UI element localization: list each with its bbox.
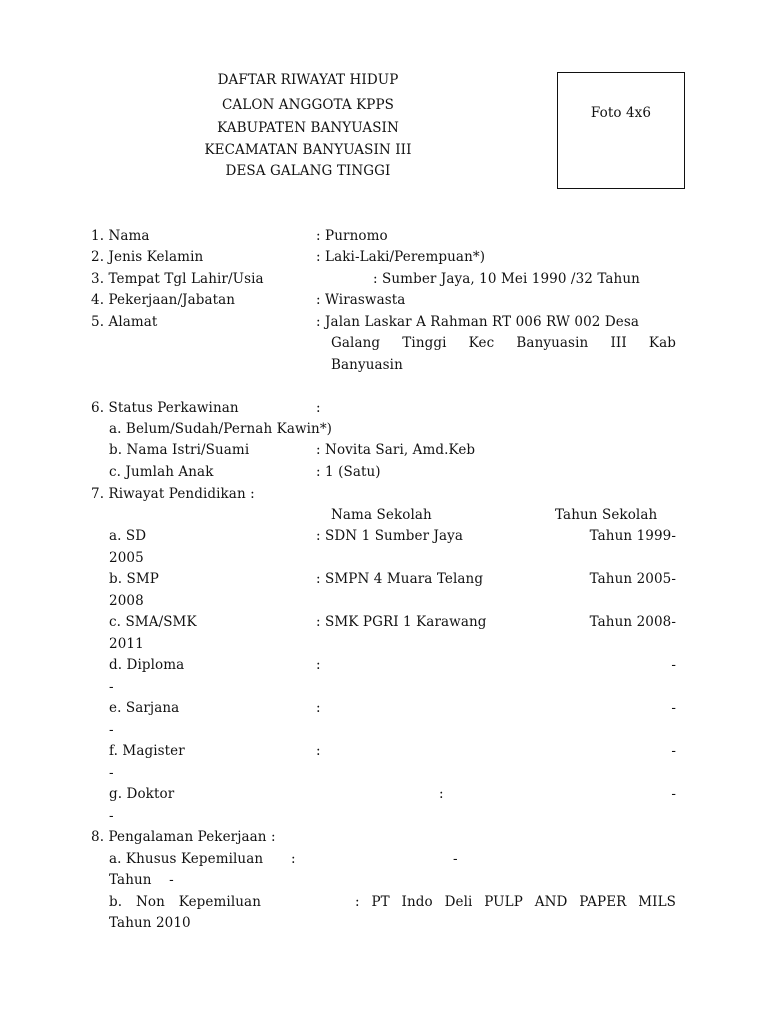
edu-year-wrap: 2011: [109, 636, 144, 652]
edu-level: f. Magister: [109, 743, 185, 759]
edu-school: :: [439, 786, 444, 802]
khusus-colon: :: [291, 851, 296, 867]
children-value: : 1 (Satu): [316, 464, 381, 480]
edu-year: -: [671, 700, 676, 716]
edu-year: Tahun 2008-: [589, 614, 676, 630]
edu-year: Tahun 1999-: [589, 528, 676, 544]
spouse-label: b. Nama Istri/Suami: [109, 442, 250, 458]
edu-level: e. Sarjana: [109, 700, 180, 716]
status-colon: :: [316, 400, 321, 416]
nama-value: : Purnomo: [316, 228, 388, 244]
alamat-line-1: : Jalan Laskar A Rahman RT 006 RW 002 Desa: [316, 314, 640, 330]
edu-year: Tahun 2005-: [589, 571, 676, 587]
title-line-2: CALON ANGGOTA KPPS: [221, 97, 395, 113]
nama-label: 1. Nama: [91, 228, 150, 244]
alamat-label: 5. Alamat: [91, 314, 158, 330]
edu-year: -: [671, 743, 676, 759]
col-school-header: Nama Sekolah: [331, 507, 432, 523]
photo-box: [557, 72, 685, 189]
non-kepemiluan-wrap: Tahun 2010: [109, 915, 191, 931]
title-line-3: KABUPATEN BANYUASIN: [217, 120, 399, 136]
edu-level: g. Doktor: [109, 786, 175, 802]
alamat-line-3: Banyuasin: [331, 357, 403, 373]
edu-year-wrap: -: [109, 765, 114, 781]
children-label: c. Jumlah Anak: [109, 464, 214, 480]
non-kepemiluan-label: b. Non Kepemiluan: [109, 894, 261, 910]
edu-school: :: [316, 743, 321, 759]
pendidikan-label: 7. Riwayat Pendidikan :: [91, 486, 255, 502]
alamat-line-2: Galang Tinggi Kec Banyuasin III Kab: [331, 335, 676, 351]
khusus-wrap: Tahun -: [109, 872, 174, 888]
edu-level: c. SMA/SMK: [109, 614, 197, 630]
pengalaman-label: 8. Pengalaman Pekerjaan :: [91, 829, 276, 845]
non-kepemiluan-value: : PT Indo Deli PULP AND PAPER MILS: [355, 894, 676, 910]
spouse-value: : Novita Sari, Amd.Keb: [316, 442, 476, 458]
edu-school: :: [316, 700, 321, 716]
edu-year-wrap: -: [109, 679, 114, 695]
edu-school: : SDN 1 Sumber Jaya: [316, 528, 464, 544]
ttl-label: 3. Tempat Tgl Lahir/Usia: [91, 271, 264, 287]
edu-level: b. SMP: [109, 571, 159, 587]
edu-level: d. Diploma: [109, 657, 185, 673]
edu-school: : SMPN 4 Muara Telang: [316, 571, 484, 587]
pekerjaan-label: 4. Pekerjaan/Jabatan: [91, 292, 236, 308]
pekerjaan-value: : Wiraswasta: [316, 292, 406, 308]
title-line-1: DAFTAR RIWAYAT HIDUP: [217, 72, 399, 88]
jenis-kelamin-label: 2. Jenis Kelamin: [91, 249, 204, 265]
status-label: 6. Status Perkawinan: [91, 400, 239, 416]
edu-level: a. SD: [109, 528, 147, 544]
edu-school: :: [316, 657, 321, 673]
title-line-4: KECAMATAN BANYUASIN III: [204, 142, 412, 158]
edu-year-wrap: -: [109, 722, 114, 738]
status-option-a: a. Belum/Sudah/Pernah Kawin*): [109, 421, 333, 437]
photo-label: Foto 4x6: [590, 105, 652, 121]
khusus-dash: -: [453, 851, 458, 867]
col-year-header: Tahun Sekolah: [555, 507, 658, 523]
ttl-value: : Sumber Jaya, 10 Mei 1990 /32 Tahun: [373, 271, 640, 287]
edu-year-wrap: 2008: [109, 593, 144, 609]
jenis-kelamin-value: : Laki-Laki/Perempuan*): [316, 249, 486, 265]
edu-year: -: [671, 657, 676, 673]
edu-year-wrap: 2005: [109, 550, 144, 566]
khusus-label: a. Khusus Kepemiluan: [109, 851, 264, 867]
edu-school: : SMK PGRI 1 Karawang: [316, 614, 487, 630]
edu-year-wrap: -: [109, 808, 114, 824]
title-line-5: DESA GALANG TINGGI: [225, 163, 391, 179]
edu-year: -: [671, 786, 676, 802]
